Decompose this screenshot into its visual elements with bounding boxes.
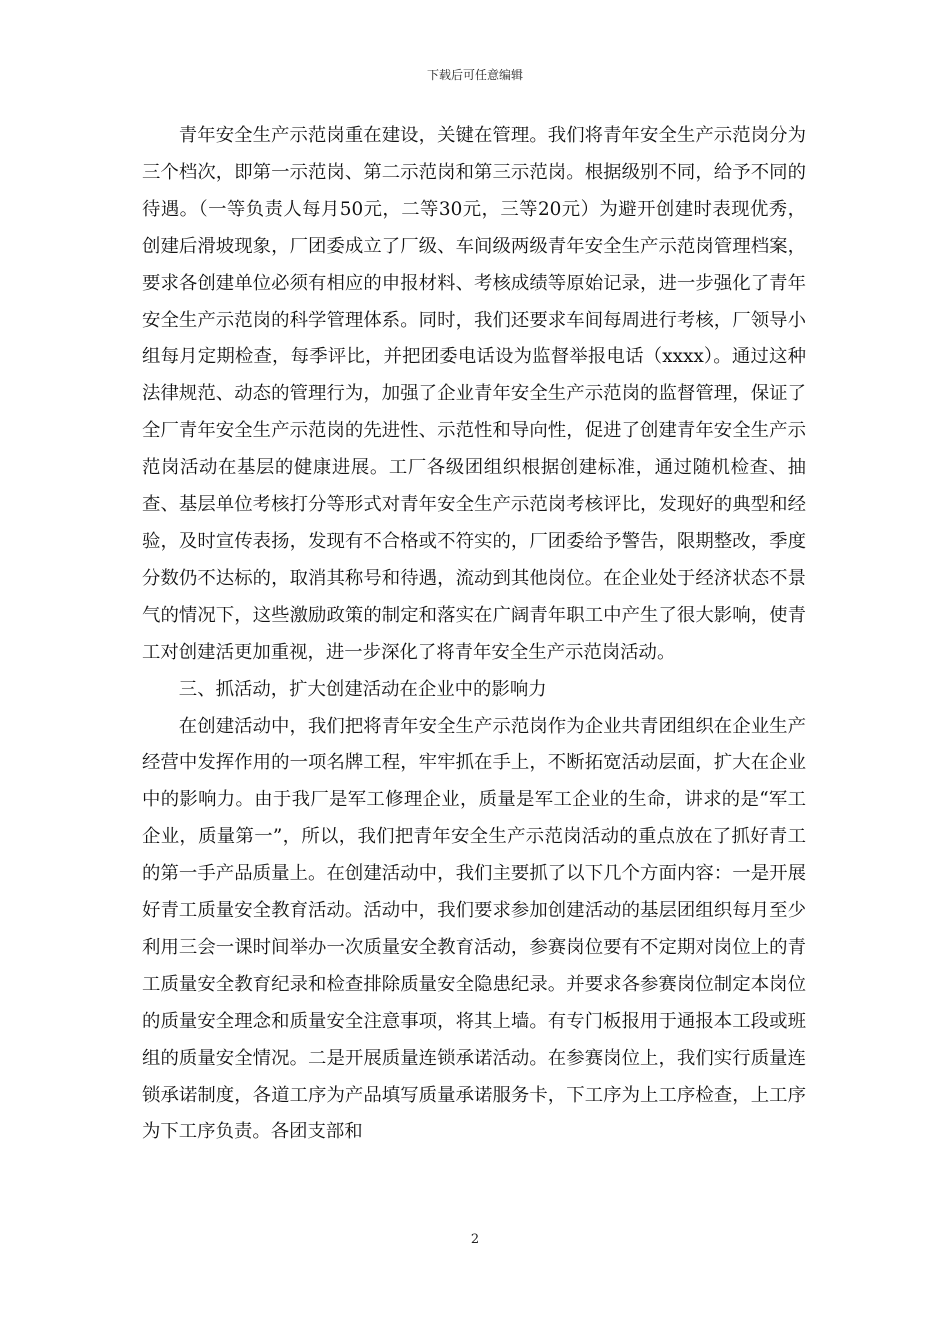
body-paragraph: 青年安全生产示范岗重在建设，关键在管理。我们将青年安全生产示范岗分为三个档次，即第一示范岗、第二示范岗和第三示范岗。根据级别不同，给予不同的待遇。（一等负责人每月50元，二等30元，三等20元）为避开创建时表现优秀，创建后滑坡现象，厂团委成立了厂级、车间级两级青年安全生产示范岗管理档案，要求各创建单位必须有相应的申报材料、考核成绩等原始记录，进一步强化了青年安全生产示范岗的科学管理体系。同时，我们还要求车间每周进行考核，厂领导小组每月定期检查，每季评比，并把团委电话设为监督举报电话（xxxx）。通过这种法律规范、动态的管理行为，加强了企业青年安全生产示范岗的监督管理，保证了全厂青年安全生产示范岗的先进性、示范性和导向性，促进了创建青年安全生产示范岗活动在基层的健康进展。工厂各级团组织根据创建标准，通过随机检查、抽查、基层单位考核打分等形式对青年安全生产示范岗考核评比，发现好的典型和经验，及时宣传表扬，发现有不合格或不符实的，厂团委给予警告，限期整改，季度分数仍不达标的，取消其称号和待遇，流动到其他岗位。在企业处于经济状态不景气的情况下，这些激励政策的制定和落实在广阔青年职工中产生了很大影响，使青工对创建活更加重视，进一步深化了将青年安全生产示范岗活动。 — [142, 125, 806, 663]
page-number: 2 — [470, 1232, 480, 1247]
body-paragraph: 在创建活动中，我们把将青年安全生产示范岗作为企业共青团组织在企业生产经营中发挥作用的一项名牌工程，牢牢抓在手上，不断拓宽活动层面，扩大在企业中的影响力。由于我厂是军工修理企业，质量是军工企业的生命，讲求的是“军工企业，质量第一”，所以，我们把青年安全生产示范岗活动的重点放在了抓好青工的第一手产品质量上。在创建活动中，我们主要抓了以下几个方面内容：一是开展好青工质量安全教育活动。活动中，我们要求参加创建活动的基层团组织每月至少利用三会一课时间举办一次质量安全教育活动，参赛岗位要有不定期对岗位上的青工质量安全教育纪录和检查排除质量安全隐患纪录。并要求各参赛岗位制定本岗位的质量安全理念和质量安全注意事项，将其上墙。有专门板报用于通报本工段或班组的质量安全情况。二是开展质量连锁承诺活动。在参赛岗位上，我们实行质量连锁承诺制度，各道工序为产品填写质量承诺服务卡，下工序为上工序检查，上工序为下工序负责。各团支部和 — [142, 715, 806, 1143]
document-body — [142, 118, 806, 1151]
section-heading: 三、抓活动，扩大创建活动在企业中的影响力 — [178, 678, 547, 700]
page-header: 下载后可任意编辑 — [426, 68, 523, 82]
